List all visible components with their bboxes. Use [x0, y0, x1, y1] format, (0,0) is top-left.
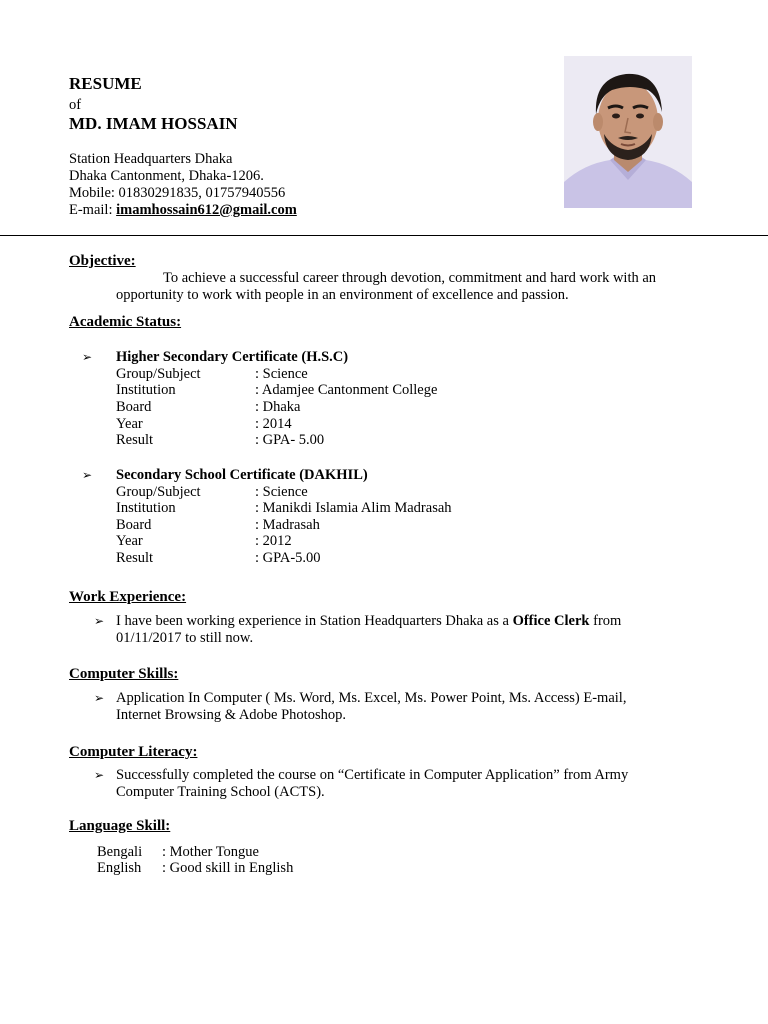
- work-line-1: [116, 613, 621, 630]
- skills-line-1: Application In Computer ( Ms. Word, Ms. Excel, Ms. Power Point, Ms. Access) E-mail,: [116, 690, 627, 706]
- work-text: I have been working experience in Station Headquarters Dhaka as a: [116, 613, 513, 629]
- language-level: : Good skill in English: [162, 860, 294, 876]
- address-line-1: Station Headquarters Dhaka: [69, 151, 233, 167]
- arrow-bullet-icon: ➢: [94, 614, 105, 628]
- ssc-row-label: Result: [116, 550, 154, 566]
- skills-heading: Computer Skills:: [69, 666, 179, 682]
- email-label: E-mail:: [69, 202, 117, 218]
- language-name: Bengali: [97, 844, 143, 860]
- hsc-row: [116, 399, 301, 416]
- arrow-bullet-icon: ➢: [82, 350, 93, 364]
- hsc-row-value: : 2014: [255, 416, 292, 432]
- hsc-row: [116, 382, 437, 399]
- ssc-row-value: : 2012: [255, 533, 292, 549]
- work-text-end: from: [589, 613, 622, 629]
- portrait-illustration: [564, 56, 692, 208]
- ssc-row-label: Group/Subject: [116, 484, 201, 500]
- arrow-bullet-icon: ➢: [82, 468, 93, 482]
- work-position: Office Clerk: [512, 613, 590, 629]
- hsc-row-value: : Dhaka: [255, 399, 301, 415]
- hsc-row-label: Group/Subject: [116, 366, 201, 382]
- objective-line-1: To achieve a successful career through devotion, commitment and hard work with an: [163, 270, 657, 286]
- hsc-row-label: Institution: [116, 382, 176, 398]
- ssc-row: [116, 517, 320, 534]
- hsc-row: [116, 366, 308, 383]
- email-line: [69, 202, 297, 219]
- ssc-row: [116, 533, 292, 550]
- ssc-row-value: : Science: [255, 484, 308, 500]
- ssc-row: [116, 484, 308, 501]
- ssc-row-label: Institution: [116, 500, 176, 516]
- ssc-row-label: Year: [116, 533, 143, 549]
- applicant-name: MD. IMAM HOSSAIN: [69, 114, 238, 133]
- language-row: [97, 860, 293, 877]
- email-link[interactable]: imamhossain612@gmail.com: [116, 202, 297, 218]
- ssc-row-value: : Manikdi Islamia Alim Madrasah: [255, 500, 452, 516]
- hsc-row-value: : Adamjee Cantonment College: [255, 382, 438, 398]
- ssc-row-value: : Madrasah: [255, 517, 320, 533]
- header-divider: [0, 235, 768, 236]
- language-level: : Mother Tongue: [162, 844, 259, 860]
- objective-heading: Objective:: [69, 253, 136, 269]
- hsc-row: [116, 416, 292, 433]
- arrow-bullet-icon: ➢: [94, 691, 105, 705]
- hsc-row-label: Result: [116, 432, 154, 448]
- literacy-line-2: Computer Training School (ACTS).: [116, 784, 325, 800]
- mobile-line: Mobile: 01830291835, 01757940556: [69, 185, 286, 201]
- hsc-row-label: Board: [116, 399, 152, 415]
- work-heading: Work Experience:: [69, 589, 187, 605]
- hsc-row: [116, 432, 324, 449]
- literacy-heading: Computer Literacy:: [69, 744, 198, 760]
- ssc-row: [116, 550, 321, 567]
- resume-title: RESUME: [69, 74, 142, 93]
- language-heading: Language Skill:: [69, 818, 171, 834]
- of-text: of: [69, 97, 82, 113]
- language-row: [97, 844, 259, 861]
- ssc-row: [116, 500, 452, 517]
- objective-line-2: opportunity to work with people in an environment of excellence and passion.: [116, 287, 569, 303]
- skills-line-2: Internet Browsing & Adobe Photoshop.: [116, 707, 346, 723]
- hsc-row-value: : GPA- 5.00: [255, 432, 325, 448]
- hsc-row-label: Year: [116, 416, 143, 432]
- address-line-2: Dhaka Cantonment, Dhaka-1206.: [69, 168, 264, 184]
- hsc-title: Higher Secondary Certificate (H.S.C): [116, 349, 349, 365]
- arrow-bullet-icon: ➢: [94, 768, 105, 782]
- profile-photo: [564, 56, 692, 208]
- language-name: English: [97, 860, 142, 876]
- literacy-line-1: Successfully completed the course on “Certificate in Computer Application” from Army: [116, 767, 629, 783]
- ssc-row-value: : GPA-5.00: [255, 550, 321, 566]
- academic-heading: Academic Status:: [69, 314, 182, 330]
- ssc-title: Secondary School Certificate (DAKHIL): [116, 467, 368, 483]
- work-line-2: 01/11/2017 to still now.: [116, 630, 254, 646]
- ssc-row-label: Board: [116, 517, 152, 533]
- hsc-row-value: : Science: [255, 366, 308, 382]
